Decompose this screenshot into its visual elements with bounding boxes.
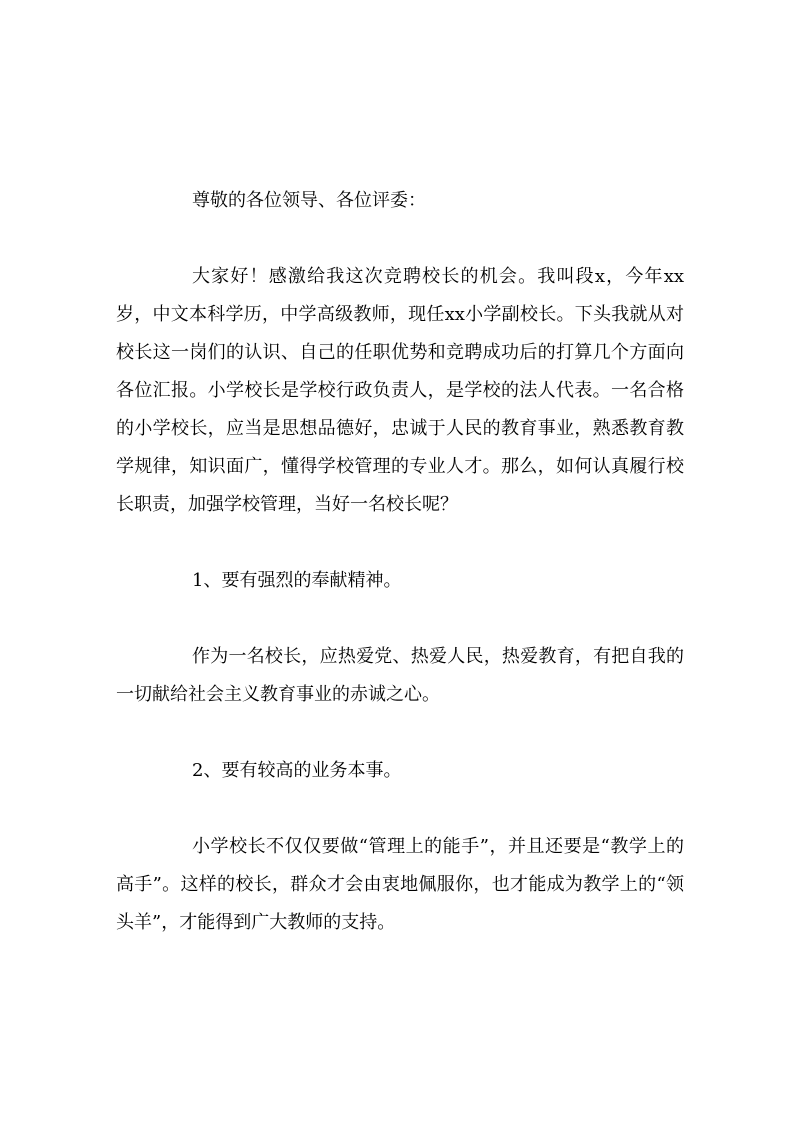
paragraph-point-2: 小学校长不仅仅要做“管理上的能手”，并且还要是“教学上的高手”。这样的校长，群众才会由衷地佩服你，也才能成为教学上的“领头羊”，才能得到广大教师的支持。 [116, 836, 684, 933]
heading-point-2: 2、要有较高的业务本事。 [192, 760, 402, 781]
paragraph-spacer [116, 220, 684, 258]
heading-point-1: 1、要有强烈的奉献精神。 [192, 570, 402, 591]
paragraph-spacer [116, 790, 684, 828]
paragraph-point-1: 作为一名校长，应热爱党、热爱人民，热爱教育，有把自我的一切献给社会主义教育事业的赤诚之心。 [116, 646, 684, 705]
paragraph-spacer [116, 600, 684, 638]
paragraph-intro: 大家好！感激给我这次竞聘校长的机会。我叫段x，今年xx岁，中文本科学历，中学高级教师，现任xx小学副校长。下头我就从对校长这一岗们的认识、自己的任职优势和竞聘成功后的打算几个方面向各位汇报。小学校长是学校行政负责人，是学校的法人代表。一名合格的小学校长，应当是思想品德好，忠诚于人民的教育事业，熟悉教育教学规律，知识面广，懂得学校管理的专业人才。那么，如何认真履行校长职责，加强学校管理，当好一名校长呢？ [116, 266, 684, 515]
document-body [116, 182, 684, 942]
paragraph-spacer [116, 714, 684, 752]
salutation: 尊敬的各位领导、各位评委： [192, 190, 426, 211]
paragraph-spacer [116, 524, 684, 562]
